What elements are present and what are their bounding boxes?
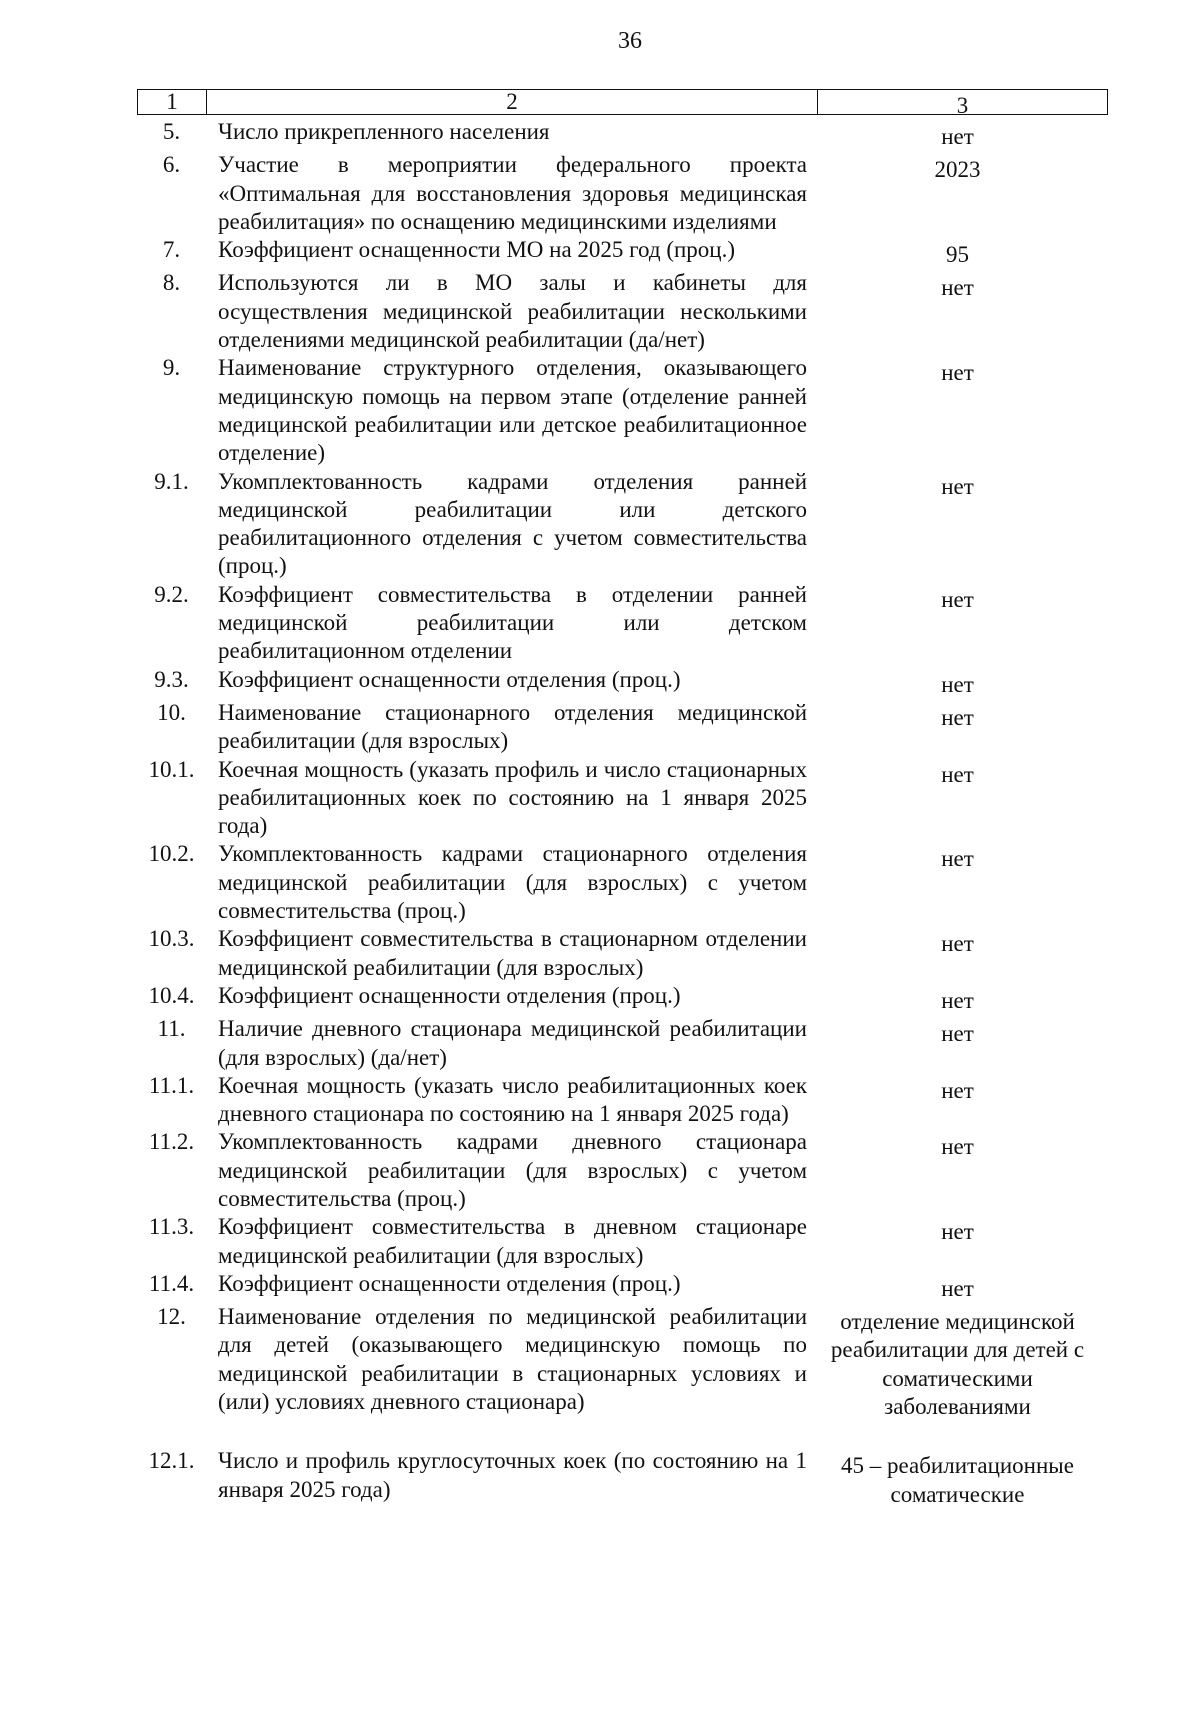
row-number: 11. [157,1016,186,1042]
table-row [137,581,1108,666]
table-row [137,840,1108,925]
row-value: нет [941,275,974,301]
table-row [137,699,1108,756]
row-text: Наименование стационарного отделения медицинской реабилитации (для взрослых) [218,699,807,754]
row-number: 11.3. [148,1214,195,1240]
table-row [137,1303,1108,1421]
row-text: Наименование структурного отделения, оказывающего медицинскую помощь на первом этапе (отделение ранней медицинской реабилитации или детское реабилитационное отделение) [218,355,807,466]
page-number: 36 [618,28,642,54]
row-text: Число и профиль круглосуточных коек (по состоянию на 1 января 2025 года) [218,1448,807,1502]
row-number: 12. [157,1304,186,1330]
row-value: нет [941,704,974,730]
row-value: нет [941,987,974,1013]
table-row [137,1128,1108,1213]
row-text: Наименование отделения по медицинской реабилитации для детей (оказывающего медицинскую помощь по медицинской реабилитации в стационарных условиях и (или) условиях дневного стационара) [218,1304,807,1415]
row-value: нет [941,360,974,386]
row-value: нет [941,473,974,499]
row-value: нет [941,1219,974,1245]
row-number: 10.4. [148,982,195,1008]
row-number: 8. [162,270,181,296]
table-row [137,756,1108,841]
row-value: нет [941,1134,974,1160]
row-text: Укомплектованность кадрами дневного стационара медицинской реабилитации (для взрослых) с учетом совместительства (проц.) [218,1129,807,1211]
row-text: Участие в мероприятии федерального проекта «Оптимальная для восстановления здоровья медицинская реабилитация» по оснащению медицинскими изделиями [218,152,807,234]
header-col-3: 3 [956,93,969,118]
table-row [137,269,1108,354]
header-col-2: 2 [207,90,818,114]
table-row [137,1447,1108,1509]
row-value: 95 [946,242,969,268]
table-row [137,666,1108,699]
table-body [137,118,1108,1509]
table-row [137,982,1108,1015]
row-text: Используются ли в МО залы и кабинеты для осуществления медицинской реабилитации несколькими отделениями медицинской реабилитации (да/нет) [218,270,807,353]
table-row [137,236,1108,269]
row-number: 11.2. [148,1129,195,1155]
table-row [137,1270,1108,1303]
row-value: нет [941,1275,974,1301]
row-number: 9.3. [154,666,189,692]
row-number: 11.1. [148,1072,195,1098]
row-number: 12.1. [148,1448,195,1474]
row-text: Коечная мощность (указать профиль и число стационарных реабилитационных коек по состоянию на 1 января 2025 года) [218,756,807,839]
table-row [137,1072,1108,1129]
table-row [137,151,1108,236]
row-value: нет [941,1021,974,1047]
row-value: отделение медицинской реабилитации для детей с соматическими заболеваниями [830,1309,1085,1420]
table-row [137,468,1108,581]
row-number: 10.2. [148,841,195,867]
row-number: 10.1. [148,756,195,782]
row-text: Коэффициент совместительства в стационарном отделении медицинской реабилитации (для взрослых) [218,926,807,980]
row-number: 11.4. [148,1270,195,1296]
row-text: Наличие дневного стационара медицинской реабилитации (для взрослых) (да/нет) [218,1016,807,1070]
header-col-1: 1 [138,90,207,114]
row-number: 7. [162,237,181,263]
row-value: нет [941,124,974,149]
table-row [137,118,1108,151]
row-value: нет [941,761,974,787]
row-text: Коэффициент совместительства в дневном стационаре медицинской реабилитации (для взрослых) [218,1214,807,1268]
row-value: нет [941,846,974,872]
row-text: Коэффициент оснащенности МО на 2025 год (проц.) [218,237,736,263]
row-number: 10.3. [148,926,195,952]
row-number: 9.2. [154,581,189,607]
row-text: Коечная мощность (указать число реабилитационных коек дневного стационара по состоянию на 1 января 2025 года) [218,1072,807,1127]
row-value: 2023 [934,157,981,183]
row-text: Коэффициент оснащенности отделения (проц.) [218,666,681,692]
row-number: 9.1. [154,468,189,494]
row-number: 6. [162,152,181,178]
table-row [137,354,1108,467]
row-value: 45 – реабилитационные соматические [841,1453,1074,1507]
row-value: нет [941,931,974,957]
table-row [137,1213,1108,1270]
row-number: 10. [157,699,186,725]
row-value: нет [941,586,974,612]
row-text: Коэффициент оснащенности отделения (проц.) [218,982,681,1008]
table-row [137,925,1108,982]
row-text: Коэффициент совместительства в отделении ранней медицинской реабилитации или детском реабилитационном отделении [218,581,807,664]
row-text: Число прикрепленного населения [218,119,550,144]
row-value: нет [941,671,974,697]
row-number: 5. [162,119,181,144]
row-number: 9. [162,355,181,381]
row-text: Укомплектованность кадрами отделения ранней медицинской реабилитации или детского реабилитационного отделения с учетом совместительства (проц.) [218,468,807,579]
table-header [137,89,1108,118]
table-row [137,1015,1108,1072]
row-text: Укомплектованность кадрами стационарного отделения медицинской реабилитации (для взрослых) с учетом совместительства (проц.) [218,841,807,924]
row-text: Коэффициент оснащенности отделения (проц.) [218,1270,681,1296]
row-value: нет [941,1077,974,1103]
